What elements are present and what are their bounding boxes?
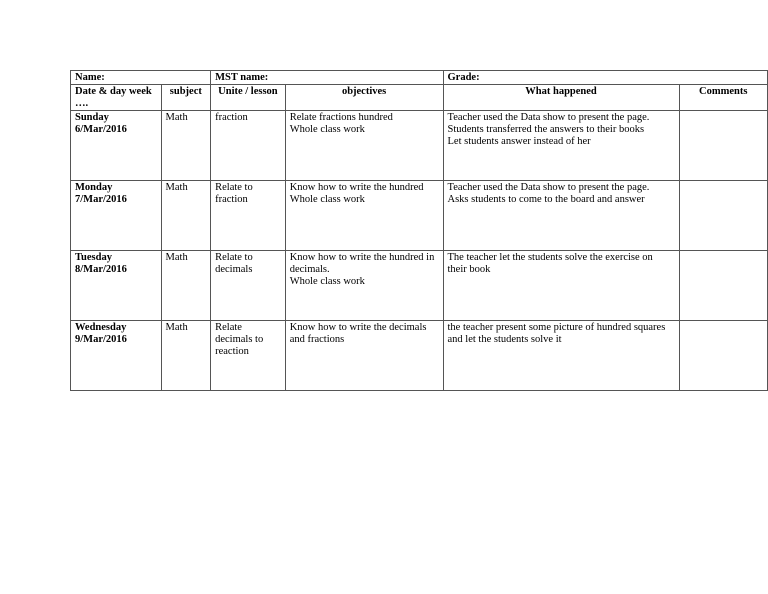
col-date-header (71, 85, 162, 111)
objectives-cell (285, 251, 443, 321)
happened-line: Asks students to come to the board and answer (447, 194, 645, 205)
objective-line: Whole class work (289, 194, 365, 205)
objective-line: Know how to write the hundred (289, 182, 424, 193)
happened-line: the teacher present some picture of hundred squares and let the students solve it (447, 322, 666, 345)
day-cell (71, 321, 162, 391)
day-cell (71, 181, 162, 251)
day-name: Sunday (75, 112, 109, 123)
lesson-observation-table (70, 70, 768, 391)
header-row (71, 71, 768, 85)
happened-cell (443, 321, 679, 391)
column-header-row (71, 85, 768, 111)
day-name: Monday (75, 182, 113, 193)
objective-line: Know how to write the hundred in decimals. (289, 252, 435, 275)
unit-cell: fraction (211, 111, 286, 181)
day-date: 6/Mar/2016 (75, 124, 127, 135)
unit-cell: Relate to decimals (211, 251, 286, 321)
col-objectives-header: objectives (285, 85, 443, 111)
col-date-label: Date & day week (75, 86, 152, 97)
happened-line: Teacher used the Data show to present the page. (447, 112, 650, 123)
happened-cell (443, 181, 679, 251)
objective-line: Know how to write the decimals and fractions (289, 322, 427, 345)
happened-line: Teacher used the Data show to present the page. (447, 182, 650, 193)
happened-line: Students transferred the answers to their books (447, 124, 645, 135)
comments-cell (679, 181, 767, 251)
objective-line: Whole class work (289, 124, 365, 135)
unit-cell: Relate decimals to reaction (211, 321, 286, 391)
col-unit-header: Unite / lesson (211, 85, 286, 111)
comments-cell (679, 321, 767, 391)
happened-line: Let students answer instead of her (447, 136, 591, 147)
col-happened-header: What happened (443, 85, 679, 111)
mst-name-cell: MST name: (211, 71, 443, 85)
day-cell (71, 251, 162, 321)
unit-cell: Relate to fraction (211, 181, 286, 251)
objective-line: Relate fractions hundred (289, 112, 393, 123)
day-name: Wednesday (75, 322, 127, 333)
subject-cell: Math (161, 181, 211, 251)
name-cell: Name: (71, 71, 211, 85)
comments-cell (679, 251, 767, 321)
col-subject-header: subject (161, 85, 211, 111)
day-date: 9/Mar/2016 (75, 334, 127, 345)
col-comments-header: Comments (679, 85, 767, 111)
grade-cell: Grade: (443, 71, 767, 85)
objective-line: Whole class work (289, 276, 365, 287)
table-row (71, 181, 768, 251)
table-row (71, 321, 768, 391)
comments-cell (679, 111, 767, 181)
objectives-cell (285, 111, 443, 181)
day-name: Tuesday (75, 252, 112, 263)
day-date: 8/Mar/2016 (75, 264, 127, 275)
happened-cell (443, 251, 679, 321)
col-date-continuation: …. (75, 98, 89, 109)
subject-cell: Math (161, 321, 211, 391)
day-rows (71, 111, 768, 391)
subject-cell: Math (161, 111, 211, 181)
happened-line: The teacher let the students solve the exercise on their book (447, 252, 653, 275)
happened-cell (443, 111, 679, 181)
objectives-cell (285, 181, 443, 251)
subject-cell: Math (161, 251, 211, 321)
day-cell (71, 111, 162, 181)
objectives-cell (285, 321, 443, 391)
table-row (71, 251, 768, 321)
day-date: 7/Mar/2016 (75, 194, 127, 205)
table-row (71, 111, 768, 181)
